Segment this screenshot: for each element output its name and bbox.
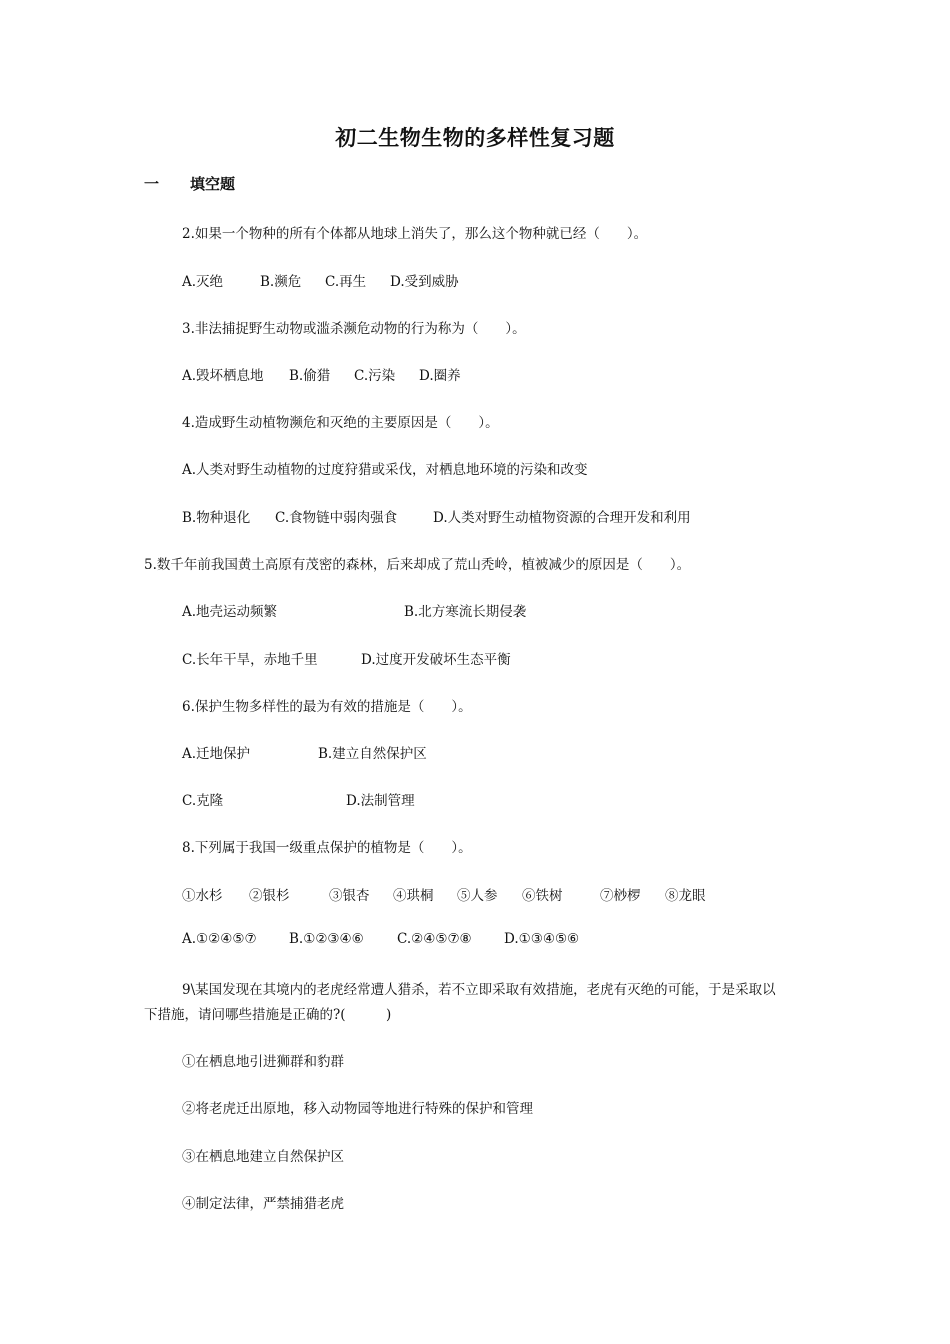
- option-b: B.物种退化: [182, 510, 251, 526]
- question-8-items: [182, 884, 882, 904]
- option-c: C.克隆: [182, 793, 224, 809]
- option-b: B.北方寒流长期侵袭: [404, 604, 527, 620]
- option-c: C.再生: [325, 274, 367, 290]
- question-5-options-row1: [182, 600, 882, 620]
- section-number: 一: [144, 175, 160, 193]
- option-b: B.建立自然保护区: [318, 746, 427, 762]
- option-d: D.过度开发破坏生态平衡: [361, 652, 511, 668]
- item-1: ①水杉: [182, 888, 223, 904]
- question-6-options-row2: [182, 789, 882, 809]
- question-4-options: [182, 506, 882, 526]
- item-2: ②银杉: [249, 888, 290, 904]
- option-d: D.圈养: [419, 368, 461, 384]
- option-a: A.①②④⑤⑦: [182, 931, 257, 947]
- question-2: 2.如果一个物种的所有个体都从地球上消失了，那么这个物种就已经（ ）。: [182, 226, 648, 242]
- measure-3: ③在栖息地建立自然保护区: [182, 1149, 344, 1165]
- question-5: 5.数千年前我国黄土高原有茂密的森林，后来却成了荒山秃岭，植被减少的原因是（ ）。: [144, 557, 691, 573]
- option-d: D.人类对野生动植物资源的合理开发和利用: [433, 510, 691, 526]
- question-9-line2: 下措施，请问哪些措施是正确的?( ): [144, 1007, 392, 1023]
- question-8-options: [182, 931, 882, 951]
- item-4: ④珙桐: [393, 888, 434, 904]
- option-b: B.偷猎: [289, 368, 331, 384]
- question-4: 4.造成野生动植物濒危和灭绝的主要原因是（ ）。: [182, 415, 499, 431]
- option-b: B.濒危: [260, 274, 302, 290]
- item-7: ⑦桫椤: [600, 888, 641, 904]
- section-heading: [144, 173, 235, 194]
- option-c: C.食物链中弱肉强食: [275, 510, 398, 526]
- option-a: A.地壳运动频繁: [182, 604, 278, 620]
- option-a: A.毁坏栖息地: [182, 368, 264, 384]
- question-6-options-row1: [182, 742, 882, 762]
- option-c: C.②④⑤⑦⑧: [397, 931, 472, 947]
- option-b: B.①②③④⑥: [289, 931, 364, 947]
- item-6: ⑥铁树: [522, 888, 563, 904]
- question-3-options: [182, 364, 882, 384]
- question-8: 8.下列属于我国一级重点保护的植物是（ ）。: [182, 840, 472, 856]
- option-d: D.①③④⑤⑥: [504, 931, 580, 947]
- page-title: 初二生物生物的多样性复习题: [335, 126, 615, 150]
- section-label: 填空题: [190, 175, 236, 193]
- question-6: 6.保护生物多样性的最为有效的措施是（ ）。: [182, 699, 472, 715]
- item-8: ⑧龙眼: [665, 888, 706, 904]
- question-3: 3.非法捕捉野生动物或滥杀濒危动物的行为称为（ ）。: [182, 321, 526, 337]
- question-9-line1: 9\某国发现在其境内的老虎经常遭人猎杀，若不立即采取有效措施，老虎有灭绝的可能，于是采取以: [182, 982, 776, 998]
- item-3: ③银杏: [329, 888, 370, 904]
- option-c: C.污染: [354, 368, 396, 384]
- question-2-options: [182, 270, 882, 290]
- option-c: C.长年干旱，赤地千里: [182, 652, 318, 668]
- item-5: ⑤人参: [457, 888, 498, 904]
- measure-2: ②将老虎迁出原地，移入动物园等地进行特殊的保护和管理: [182, 1101, 533, 1117]
- measure-4: ④制定法律，严禁捕猎老虎: [182, 1196, 344, 1212]
- option-d: D.受到威胁: [390, 274, 459, 290]
- option-a: A.迁地保护: [182, 746, 251, 762]
- question-4-option-a: A.人类对野生动植物的过度狩猎或采伐，对栖息地环境的污染和改变: [182, 462, 588, 478]
- measure-1: ①在栖息地引进狮群和豹群: [182, 1054, 344, 1070]
- question-5-options-row2: [182, 648, 882, 668]
- option-d: D.法制管理: [346, 793, 415, 809]
- option-a: A.灭绝: [182, 274, 224, 290]
